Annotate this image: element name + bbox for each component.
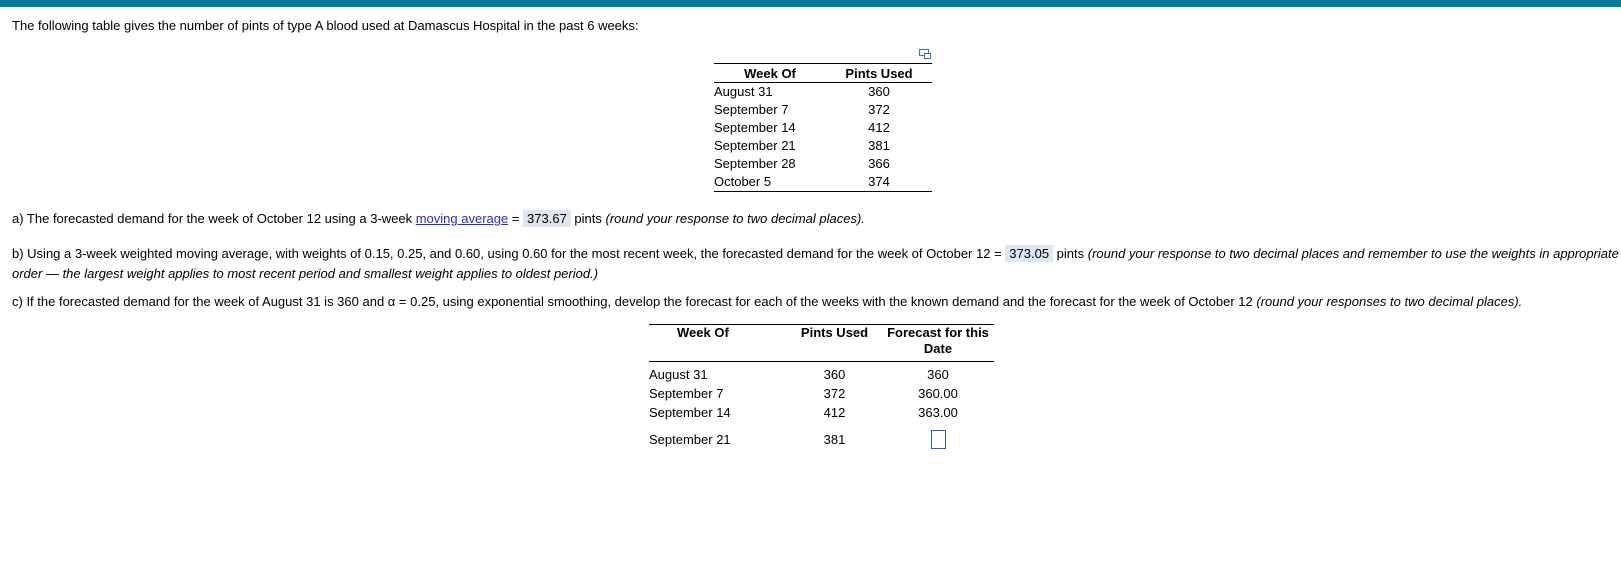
rounding-note: (round your responses to two decimal places). (1256, 294, 1523, 309)
table-row (714, 119, 932, 137)
popout-icon[interactable] (919, 49, 931, 59)
forecast-cell: 360 (927, 367, 949, 382)
pints-cell: 360 (868, 84, 890, 99)
table-row (649, 403, 994, 422)
header-pints-used: Pints Used (826, 64, 932, 83)
pints-cell: 366 (868, 156, 890, 171)
table-row (649, 422, 994, 451)
forecast-answer-input[interactable] (931, 430, 946, 449)
week-cell: October 5 (714, 173, 826, 192)
header-week-of: Week Of (649, 325, 787, 362)
week-cell: August 31 (714, 84, 773, 99)
pints-cell: 412 (868, 120, 890, 135)
question-intro: The following table gives the number of pints of type A blood used at Damascus Hospital in the past 6 weeks: (12, 18, 639, 33)
question-a-text: a) The forecasted demand for the week of October 12 using a 3-week (12, 211, 416, 226)
week-cell: September 21 (649, 431, 731, 447)
week-cell: September 7 (714, 102, 789, 117)
header-forecast: Forecast for this Date (882, 325, 994, 362)
pints-cell: 372 (823, 386, 846, 401)
forecast-cell: 360.00 (918, 386, 958, 401)
pints-cell: 381 (868, 138, 890, 153)
top-accent-bar (0, 0, 1621, 7)
week-cell: September 14 (649, 405, 731, 420)
blood-usage-table (714, 63, 932, 192)
week-cell: August 31 (649, 367, 708, 382)
forecast-cell: 363.00 (918, 405, 958, 420)
table-row (714, 155, 932, 173)
week-cell: September 21 (714, 138, 796, 153)
forecast-input-cell (882, 422, 994, 451)
weights-note: (round your response to two decimal places and remember to use the weights in appropriate order — the largest weight applies to most recent period and smallest weight applies to oldest period.) (12, 246, 1619, 281)
table-row (649, 362, 994, 385)
table-row (649, 384, 994, 403)
pints-cell: 381 (823, 431, 846, 447)
header-pints-used: Pints Used (787, 325, 882, 362)
pints-cell: 372 (868, 102, 890, 117)
table-row (714, 83, 932, 102)
answer-b-field[interactable]: 373.05 (1005, 245, 1053, 262)
week-cell: September 28 (714, 156, 796, 171)
rounding-note: (round your response to two decimal places). (605, 211, 865, 226)
header-week-of: Week Of (714, 64, 826, 83)
unit-pints: pints (1053, 246, 1088, 261)
answer-a-field[interactable]: 373.67 (523, 210, 571, 227)
equals-sign: = (508, 211, 524, 226)
exponential-smoothing-table (649, 324, 994, 451)
question-b-text: b) Using a 3-week weighted moving average, with weights of 0.15, 0.25, and 0.60, using 0.60 for the most recent week, the forecasted demand for the week of October 12 = (12, 246, 1006, 261)
unit-pints: pints (570, 211, 606, 226)
week-cell: September 7 (649, 386, 724, 401)
table-row (714, 173, 932, 192)
pints-cell: 374 (826, 173, 932, 192)
pints-cell: 412 (823, 405, 846, 420)
question-a (12, 211, 865, 226)
moving-average-link[interactable]: moving average (415, 211, 509, 226)
question-c (12, 294, 1522, 309)
table-row (714, 101, 932, 119)
question-b (12, 244, 1621, 284)
week-cell: September 14 (714, 120, 796, 135)
question-c-text: c) If the forecasted demand for the week of August 31 is 360 and α = 0.25, using exponential smoothing, develop the forecast for each of the weeks with the known demand and the forecast for the week of October 12 (12, 294, 1257, 309)
pints-cell: 360 (823, 367, 846, 382)
table-row (714, 137, 932, 155)
